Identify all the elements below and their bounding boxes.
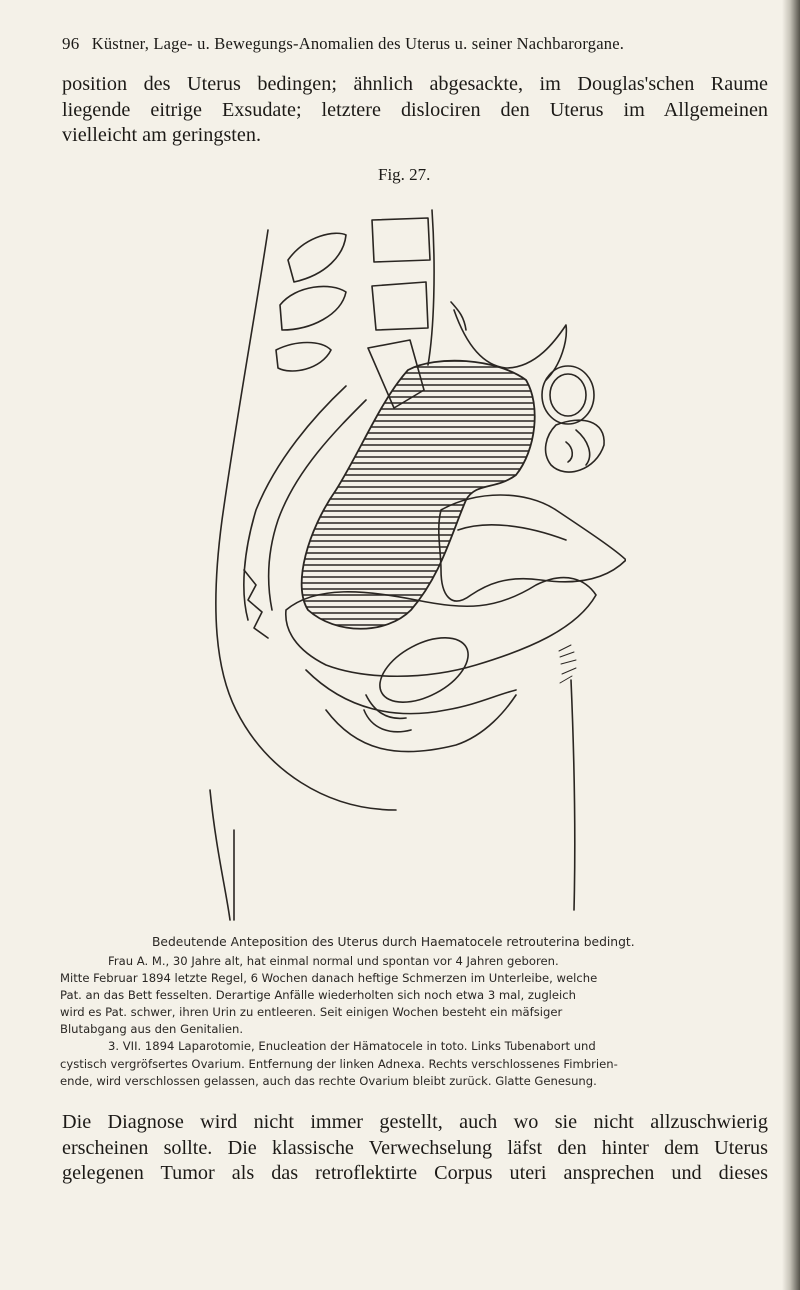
- figure-caption-title: Bedeutende Anteposition des Uterus durch Haematocele retrouterina bedingt.: [152, 935, 635, 949]
- vertebra-1: [288, 233, 346, 282]
- caption-line: 3. VII. 1894 Laparotomie, Enucleation der Hämatocele in toto. Links Tubenabort und: [108, 1039, 596, 1054]
- uterus-cavity: [458, 525, 566, 540]
- adnexa-knot: [546, 420, 605, 472]
- running-head: [62, 34, 762, 54]
- caption-line: ende, wird verschlossen gelassen, auch das rechte Ovarium bleibt zurück. Glatte Genesung.: [60, 1073, 597, 1088]
- running-title: Küstner, Lage- u. Bewegungs-Anomalien des Uterus u. seiner Nachbarorgane.: [91, 34, 625, 53]
- caption-line: Blutabgang aus den Genitalien.: [60, 1022, 244, 1037]
- caption-line: cystisch vergröfsertes Ovarium. Entfernung der linken Adnexa. Rechts verschlossenes Fimbrien-: [60, 1056, 618, 1071]
- uterus-body: [439, 495, 626, 601]
- figure-label: Fig. 27.: [378, 165, 431, 184]
- text-line: liegende eitrige Exsudate; letztere dislociren den Uterus im Allgemeinen: [62, 98, 768, 121]
- text-line: vielleicht am geringsten.: [62, 124, 262, 146]
- paragraph-top: [62, 72, 768, 149]
- coccyx-segments: [244, 570, 268, 638]
- text-line: position des Uterus bedingen; ähnlich abgesackte, im Douglas'schen Raume: [62, 73, 768, 95]
- page-edge-shadow: [782, 0, 800, 1290]
- anatomical-illustration: [196, 190, 626, 930]
- bowel-loop-2: [451, 302, 466, 330]
- page-number: 96: [62, 34, 80, 53]
- figure-case-report: [60, 953, 772, 1090]
- symphysis: [369, 625, 478, 716]
- disc-2: [372, 282, 428, 330]
- text-line: gelegenen Tumor als das retroflektirte Corpus uteri ansprechen und dieses: [62, 1162, 768, 1184]
- vertebra-3: [276, 343, 331, 371]
- pubic-hair: [559, 645, 576, 683]
- caption-line: Frau A. M., 30 Jahre alt, hat einmal normal und spontan vor 4 Jahren geboren.: [108, 954, 559, 968]
- caption-line: Mitte Februar 1894 letzte Regel, 6 Wochen danach heftige Schmerzen im Unterleibe, welche: [60, 971, 598, 986]
- caption-line: Pat. an das Bett fesselten. Derartige Anfälle wiederholten sich noch etwa 3 mal, zugleich: [60, 988, 576, 1003]
- tube-loop: [566, 430, 590, 465]
- text-line: erscheinen sollte. Die klassische Verwechselung läfst den hinter dem Uterus: [62, 1136, 768, 1159]
- paragraph-bottom: [62, 1110, 768, 1187]
- abdomen-right-line: [571, 680, 575, 910]
- text-line: Die Diagnose wird nicht immer gestellt, auch wo sie nicht allzuschwierig: [62, 1111, 768, 1133]
- lower-body-line: [210, 790, 230, 920]
- disc-1: [372, 218, 430, 262]
- vertebra-2: [280, 286, 346, 330]
- bladder: [286, 578, 596, 677]
- caption-line: wird es Pat. schwer, ihren Urin zu entleeren. Seit einigen Wochen besteht ein mäfsiger: [60, 1005, 563, 1020]
